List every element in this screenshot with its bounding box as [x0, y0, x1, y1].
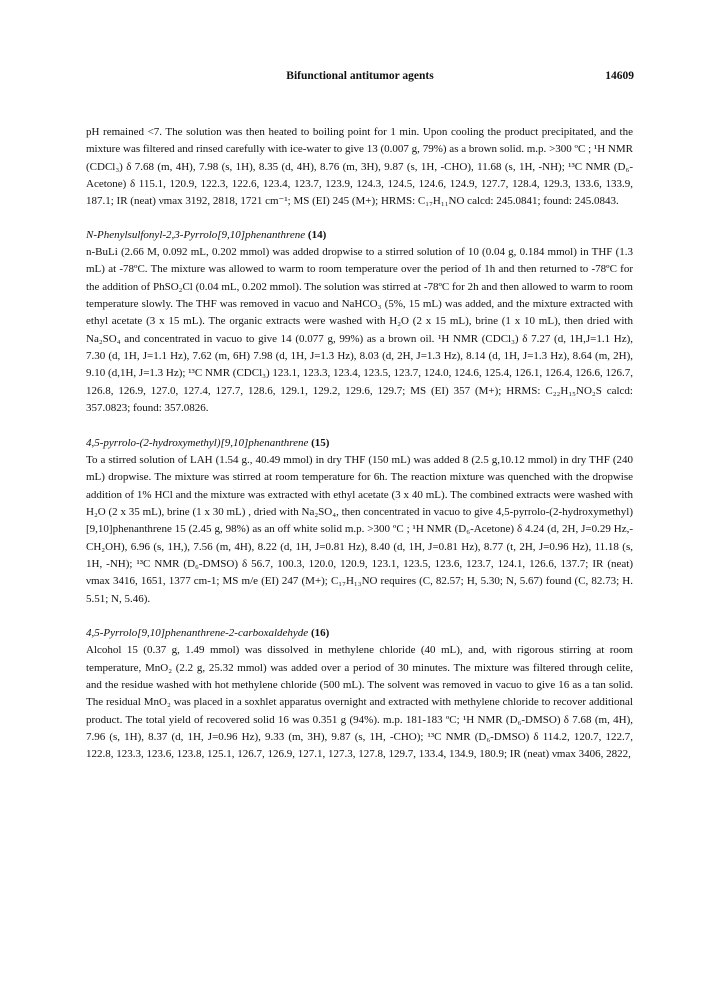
paragraph-compound-14: n-BuLi (2.66 M, 0.092 mL, 0.202 mmol) was added dropwise to a stirred solution of 10 (0.04 g, 0.184 mmol) in THF (1.3 mL) at -78ºC. The mixture was allowed to warm to room temperature over the period of 1h and then returned to -78ºC for the addition of PhSO₂Cl (0.04 mL, 0.202 mmol). The solution was stirred at -78ºC for 2h and then allowed to warm to room temperature slowly. The THF was removed in vacuo and NaHCO₃ (5%, 15 mL) was added, and the mixture extracted with ethyl acetate (3 x 15 mL). The organic extracts were washed with H₂O (2 x 15 mL), brine (1 x 10 mL), then dried with Na₂SO₄ and concentrated in vacuo to give 14 (0.077 g, 99%) as a brown oil. ¹H NMR (CDCl₃) δ 7.27 (d, 1H,J=1.1 Hz), 7.30 (d, 1H, J=1.1 Hz), 7.62 (m, 6H) 7.98 (d, 1H, J=1.3 Hz), 8.03 (d, 2H, J=1.3 Hz), 8.14 (d, 1H, J=1.3 Hz), 8.64 (m, 2H), 9.10 (d,1H, J=1.3 Hz); ¹³C NMR (CDCl₃) 123.1, 123.3, 123.4, 123.5, 123.7, 124.0, 124.6, 125.4, 126.1, 126.4, 126.6, 126.7, 126.8, 126.9, 127.0, 127.4, 127.7, 128.6, 129.1, 129.2, 129.6, 129.7; MS (EI) 357 (M+); HRMS: C₂₂H₁₅NO₂S calcd: 357.0823; found: 357.0826. [86, 246, 633, 415]
running-title: Bifunctional antitumor agents [286, 70, 434, 82]
section-heading-15 [86, 435, 633, 452]
section-heading-15-name: 4,5-pyrrolo-(2-hydroxymethyl)[9,10]phenanthrene [86, 436, 309, 449]
page-number: 14609 [605, 70, 634, 82]
section-heading-14-name: N-Phenylsulfonyl-2,3-Pyrrolo[9,10]phenanthrene [86, 228, 306, 241]
paragraph-compound-16: Alcohol 15 (0.37 g, 1.49 mmol) was dissolved in methylene chloride (40 mL), and, with rigorous stirring at room temperature, MnO₂ (2.2 g, 25.32 mmol) was added over a period of 30 minutes. The mixture was filtered through celite, and the residue washed with hot methylene chloride (500 mL). The solvent was removed in vacuo to give 16 as a tan solid. The residual MnO₂ was placed in a soxhlet apparatus overnight and extracted with methylene chloride to recover additional product. The total yield of recovered solid 16 was 0.351 g (94%). m.p. 181-183 ºC; ¹H NMR (D₆-DMSO) δ 7.68 (m, 4H), 7.96 (s, 1H), 8.37 (d, 1H, J=0.96 Hz), 9.33 (m, 3H), 9.87 (s, 1H, -CHO); ¹³C NMR (D₆-DMSO) δ 114.2, 120.7, 122.7, 122.8, 123.3, 123.6, 123.8, 125.1, 126.7, 126.9, 127.1, 127.3, 127.8, 129.7, 133.4, 134.9, 180.9; IR (neat) νmax 3406, 2822, [86, 644, 633, 761]
section-heading-16-compound: (16) [310, 626, 330, 639]
page-header [86, 70, 634, 86]
paragraph-compound-13: pH remained <7. The solution was then heated to boiling point for 1 min. Upon cooling the product precipitated, and the mixture was filtered and rinsed carefully with ice-water to give 13 (0.007 g, 79%) as a brown solid. m.p. >300 ºC ; ¹H NMR (CDCl₃) δ 7.68 (m, 4H), 7.98 (s, 1H), 8.35 (d, 4H), 8.76 (m, 3H), 9.87 (s, 1H, -CHO), 11.68 (s, 1H, -NH); ¹³C NMR (D₆-Acetone) δ 115.1, 120.9, 122.3, 122.6, 123.4, 123.7, 123.9, 124.3, 124.5, 124.6, 124.9, 127.7, 128.4, 129.3, 133.6, 133.9, 187.1; IR (neat) νmax 3192, 2818, 1721 cm⁻¹; MS (EI) 245 (M+); HRMS: C₁₇H₁₁NO calcd: 245.0841; found: 245.0843. [86, 126, 633, 208]
page-body [86, 124, 633, 764]
paragraph-compound-15: To a stirred solution of LAH (1.54 g., 40.49 mmol) in dry THF (150 mL) was added 8 (2.5 g,10.12 mmol) in dry THF (240 mL) dropwise. The mixture was stirred at room temperature for 6h. The reaction mixture was quenched with the dropwise addition of 1% HCl and the mixture was extracted with ethyl acetate (3 x 40 mL). The combined extracts were washed with H₂O (2 x 35 mL), brine (1 x 30 mL) , dried with Na₂SO₄, then concentrated in vacuo to give 4,5-pyrrolo-(2-hydroxymethyl)[9,10]phenanthrene 15 (2.45 g, 98%) as an off white solid m.p. >300 ºC ; ¹H NMR (D₆-Acetone) δ 4.24 (d, 2H, J=0.29 Hz,-CH₂OH), 6.96 (s, 1H,), 7.56 (m, 4H), 8.22 (d, 1H, J=0.81 Hz), 8.40 (d, 1H, J=0.81 Hz), 8.77 (t, 2H, J=0.96 Hz), 11.18 (s, 1H, -NH); ¹³C NMR (D₆-DMSO) δ 56.7, 100.3, 120.0, 120.9, 123.1, 123.5, 123.6, 123.7, 124.1, 126.6, 137.7; IR (neat) νmax 3416, 1651, 1377 cm-1; MS m/e (EI) 247 (M+); C₁₇H₁₃NO requires (C, 82.57; H, 5.30; N, 5.67) found (C, 82.73; H. 5.51; N, 5.46). [86, 453, 633, 605]
section-heading-16-name: 4,5-Pyrrolo[9,10]phenanthrene-2-carboxaldehyde [86, 626, 309, 639]
section-heading-16 [86, 625, 633, 642]
section-heading-15-compound: (15) [311, 436, 330, 449]
section-heading-14 [86, 227, 633, 244]
section-heading-14-compound: (14) [307, 228, 327, 241]
